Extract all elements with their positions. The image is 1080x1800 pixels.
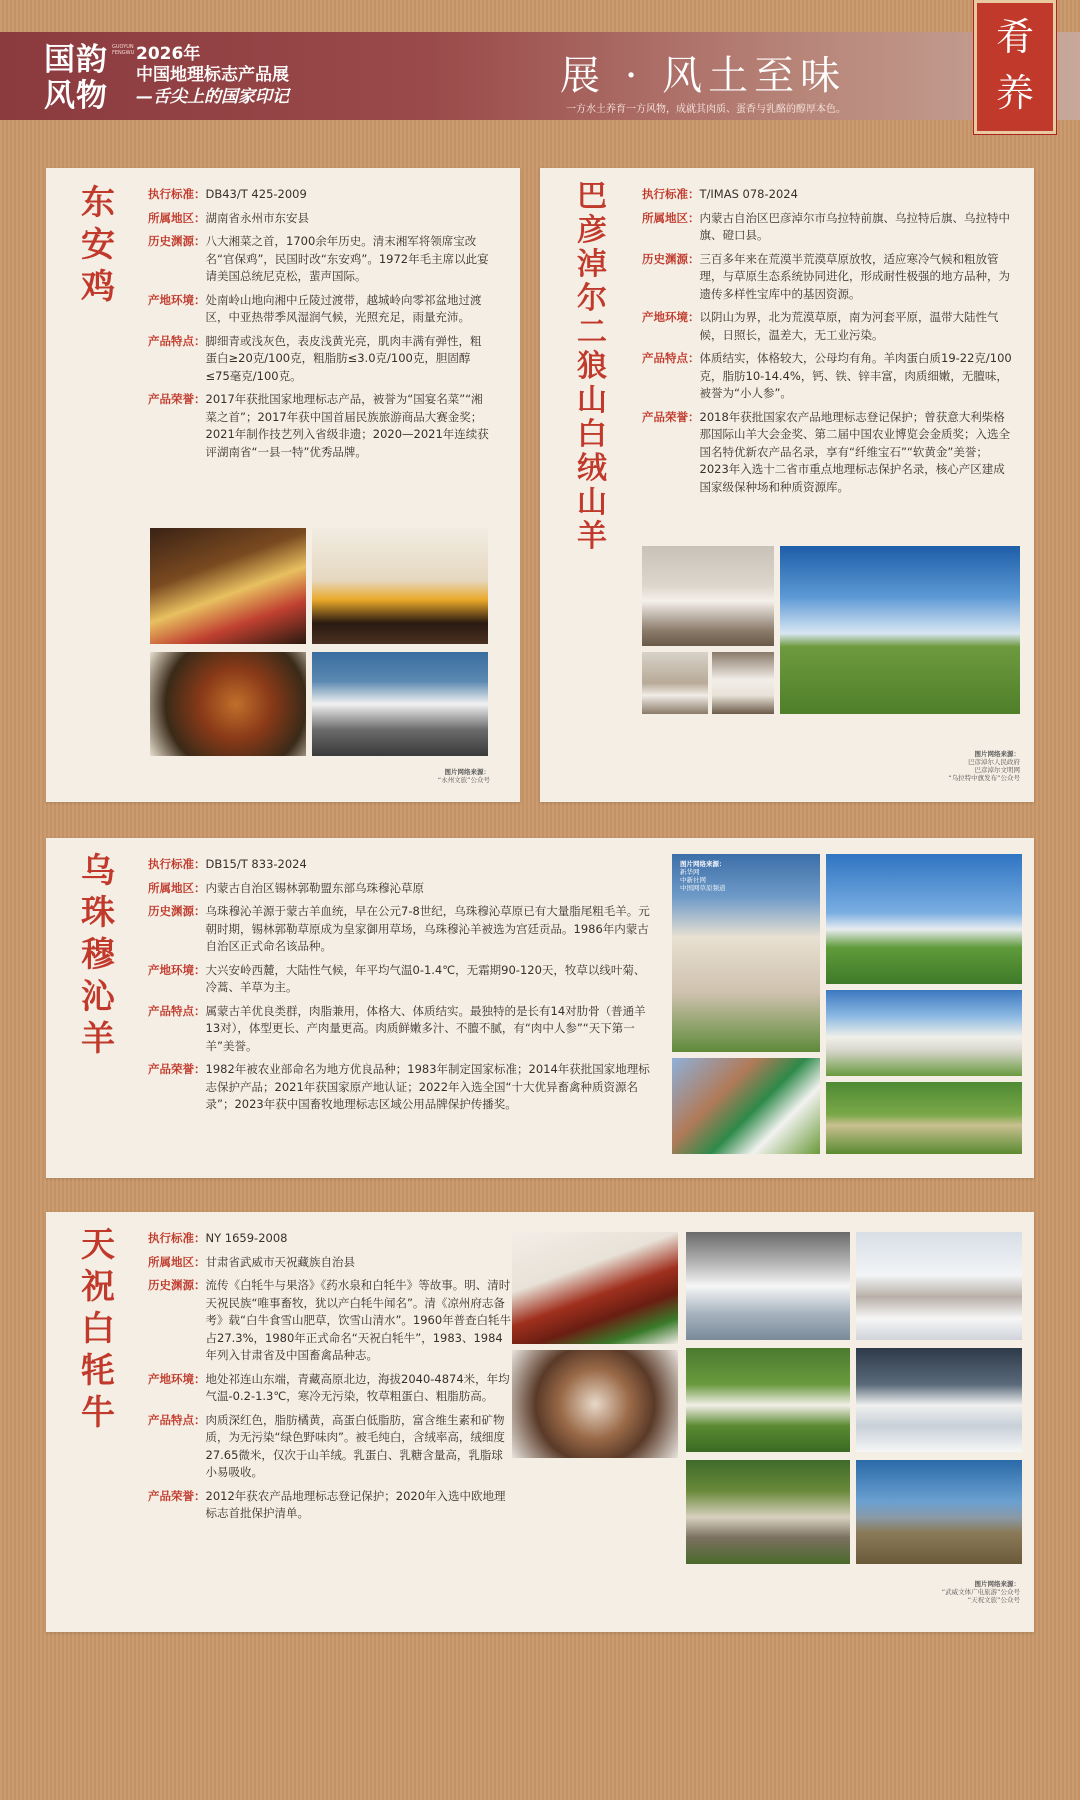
field-standard: [148, 856, 652, 874]
photo-grassland-aerial: [826, 1082, 1022, 1154]
field-label: 执行标准：: [148, 187, 206, 201]
field-standard: [642, 186, 1014, 204]
photo-chicken-dish-3: [150, 652, 306, 756]
field-history: [148, 1277, 512, 1365]
photo-chicken-dish-2: [312, 528, 488, 644]
field-label: 产品特点：: [148, 1412, 206, 1427]
field-value: 2017年获批国家地理标志产品，被誉为“国宴名菜”“湘菜之首”；2017年获中国首届民族旅游商品大赛金奖；2021年制作技艺列入省级非遗；2020—2021年连续获评湖南省“一县一特”优秀品牌。: [205, 392, 489, 459]
product-title: [76, 850, 120, 1060]
field-label: 所属地区：: [148, 1254, 206, 1269]
field-label: 历史渊源：: [148, 904, 206, 918]
field-history: [642, 251, 1014, 304]
field-value: 乌珠穆沁羊源于蒙古羊血统，早在公元7-8世纪，乌珠穆沁草原已有大量脂尾粗毛羊。元朝时期，锡林郭勒草原成为皇家御用草场，乌珠穆沁羊被选为宫廷贡品。1986年内蒙古自治区正式命名该品种。: [205, 904, 650, 953]
photo-herder-with-lamb: [672, 1058, 820, 1154]
field-label: 执行标准：: [148, 857, 206, 871]
field-value: 1982年被农业部命名为地方优良品种；1983年制定国家标准；2014年获批国家地理标志保护产品；2021年获国家原产地认证；2022年入选全国“十大优异畜禽种质资源名录”；2023年获中国畜牧地理标志区域公用品牌保护传播奖。: [205, 1062, 650, 1111]
title-char: 羊: [81, 1019, 115, 1059]
product-info: [148, 1230, 512, 1529]
field-label: 产品特点：: [148, 333, 206, 348]
field-value: 处南岭山地向湘中丘陵过渡带，越城岭向零祁盆地过渡区，中亚热带季风湿润气候，光照充足，雨量充沛。: [205, 292, 482, 324]
photo-yak-snow-2: [856, 1232, 1022, 1340]
brand-line-2: 风物: [44, 78, 108, 114]
credit-line: 巴彦淖尔人民政府: [968, 758, 1020, 766]
field-standard: [148, 186, 490, 204]
title-char: 天: [81, 1225, 115, 1265]
field-value: 体质结实，体格较大，公母均有角。羊肉蛋白质19-22克/100克，脂肪10-14.4%，钙、铁、锌丰富，肉质细嫩，无膻味，被誉为“小人参”。: [699, 351, 1012, 400]
field-value: NY 1659-2008: [205, 1231, 288, 1245]
field-label: 执行标准：: [148, 1231, 206, 1245]
field-value: 脚细青或浅灰色，表皮浅黄光亮，肌肉丰满有弹性，粗蛋白≥20克/100克，粗脂肪≤3.0克/100克，胆固醇≤75毫克/100克。: [205, 333, 482, 383]
photo-goat-portrait: [712, 652, 774, 714]
field-value: T/IMAS 078-2024: [699, 187, 798, 201]
credit-line: 图片网络来源：: [680, 860, 726, 868]
corner-char-1: 肴: [995, 15, 1034, 59]
field-history: [148, 233, 490, 286]
product-title: [76, 1224, 120, 1434]
field-label: 历史渊源：: [148, 234, 206, 248]
field-value: 2012年获农产品地理标志登记保护；2020年入选中欧地理标志首批保护清单。: [205, 1488, 506, 1520]
credit-line: 新华网: [680, 868, 700, 876]
title-char: 祝: [81, 1267, 115, 1307]
title-char: 二: [577, 315, 607, 350]
image-credit: [860, 1580, 1020, 1604]
field-label: 产品荣誉：: [642, 409, 700, 424]
title-char: 东: [81, 183, 115, 223]
photo-yak-winter: [856, 1348, 1022, 1452]
product-card-erlangshan-goat: [540, 168, 1034, 802]
field-environment: [148, 292, 490, 327]
credit-line: 图片网络来源：: [444, 768, 490, 776]
product-info: [642, 186, 1014, 502]
image-credit: [370, 768, 490, 784]
title-char: 狼: [577, 349, 607, 384]
field-label: 执行标准：: [642, 187, 700, 201]
photo-grassland-farm: [780, 546, 1020, 714]
title-char: 穆: [81, 935, 115, 975]
brand-subtext: GUOYUN FENGWU: [112, 44, 135, 56]
field-environment: [148, 962, 652, 997]
image-credit: [880, 750, 1020, 782]
hall-title: 展 · 风土至味: [560, 53, 847, 99]
field-label: 历史渊源：: [148, 1278, 206, 1292]
photo-white-goat: [642, 546, 774, 646]
field-label: 产地环境：: [148, 962, 206, 977]
field-value: 属蒙古羊优良类群，肉脂兼用，体格大、体质结实。最独特的是长有14对肋骨（普通羊13对），体型更长、产肉量更高。肉质鲜嫩多汁、不膻不腻，有“肉中人参”“天下第一羊”美誉。: [205, 1003, 646, 1053]
field-region: [148, 210, 490, 228]
photo-yak-meat-skewer: [512, 1232, 678, 1344]
field-label: 产品荣誉：: [148, 1062, 206, 1076]
field-value: 以阴山为界，北为荒漠草原，南为河套平原，温带大陆性气候，日照长，温差大，无工业污染。: [699, 310, 999, 342]
field-value: 流传《白牦牛与果洛》《药水泉和白牦牛》等故事。明、清时天祝民族“唯事畜牧，犹以产白牦牛闻名”。清《凉州府志备考》载“白牛食雪山肥草，饮雪山清水”。1960年普查白牦牛占27.3%，1980年正式命名“天祝白牦牛”，1983、1984年列入甘肃省及中国畜禽品种志。: [205, 1278, 512, 1362]
title-char: 白: [81, 1309, 115, 1349]
field-value: 湖南省永州市东安县: [205, 210, 309, 225]
title-char: 彦: [577, 213, 607, 248]
credit-line: “天祝文旅”公众号: [967, 1596, 1020, 1604]
product-card-ujumqin-sheep: [46, 838, 1034, 1178]
field-region: [642, 210, 1014, 245]
product-info: [148, 856, 652, 1120]
field-features: [148, 1412, 512, 1482]
product-card-tianzhu-yak: [46, 1212, 1034, 1632]
field-standard: [148, 1230, 512, 1248]
field-value: 肉质深红色，脂肪橘黄，高蛋白低脂肪，富含维生素和矿物质，为无污染“绿色野味肉”。被毛纯白，含绒率高，绒细度27.65微米，仅次于山羊绒。乳蛋白、乳糖含量高，乳脂球小易吸收。: [205, 1412, 505, 1479]
photo-chicken-dish-1: [150, 528, 306, 644]
title-char: 牛: [81, 1393, 115, 1433]
corner-char-2: 养: [995, 71, 1034, 115]
field-value: 大兴安岭西麓，大陆性气候，年平均气温0-1.4℃，无霜期90-120天，牧草以线叶菊、冷蒿、羊草为主。: [205, 962, 646, 994]
photo-yak-meat-platter: [512, 1350, 678, 1458]
title-char: 牦: [81, 1351, 115, 1391]
field-label: 产品特点：: [148, 1003, 206, 1018]
field-honors: [148, 1061, 652, 1114]
field-value: 内蒙古自治区锡林郭勒盟东部乌珠穆沁草原: [205, 880, 424, 895]
field-value: 内蒙古自治区巴彦淖尔市乌拉特前旗、乌拉特后旗、乌拉特中旗、磴口县。: [699, 210, 1010, 242]
photo-yak-plateau: [856, 1460, 1022, 1564]
credit-line: 图片网络来源：: [974, 1580, 1020, 1588]
field-honors: [148, 1488, 512, 1523]
image-credit: [680, 860, 760, 892]
title-char: 尔: [577, 281, 607, 316]
field-label: 历史渊源：: [642, 251, 700, 266]
field-environment: [148, 1371, 512, 1406]
photo-sheep-sky: [826, 854, 1022, 984]
credit-line: 图片网络来源：: [974, 750, 1020, 758]
title-char: 巴: [577, 179, 607, 214]
field-features: [148, 333, 490, 386]
field-label: 产地环境：: [642, 310, 700, 324]
field-honors: [148, 391, 490, 461]
expo-name: 中国地理标志产品展: [136, 65, 289, 85]
photo-sheep-flock: [826, 990, 1022, 1076]
field-region: [148, 880, 652, 898]
field-value: DB43/T 425-2009: [205, 187, 307, 201]
page-header: [0, 32, 1080, 120]
product-card-dongan-chicken: [46, 168, 520, 802]
field-value: 甘肃省武威市天祝藏族自治县: [205, 1254, 355, 1269]
credit-line: 中国网草原频道: [680, 884, 726, 892]
credit-line: “乌拉特中旗发布”公众号: [948, 774, 1020, 782]
field-history: [148, 903, 652, 956]
expo-tagline: —舌尖上的国家印记: [136, 87, 289, 107]
credit-line: “武威文体广电旅游”公众号: [941, 1588, 1020, 1596]
photo-goat-herd: [642, 652, 708, 714]
credit-line: “永州文旅”公众号: [437, 776, 490, 784]
corner-badge: [974, 0, 1056, 134]
product-info: [148, 186, 490, 467]
field-label: 产品特点：: [642, 351, 700, 365]
product-title: [570, 180, 614, 554]
field-features: [148, 1003, 652, 1056]
title-char: 鸡: [81, 267, 115, 307]
field-region: [148, 1254, 512, 1272]
field-label: 产品荣誉：: [148, 392, 206, 406]
field-value: DB15/T 833-2024: [205, 857, 307, 871]
field-value: 地处祁连山东端，青藏高原北边，海拔2040-4874米，年均气温-0.2-1.3℃，寒冷无污染，牧草粗蛋白、粗脂肪高。: [205, 1371, 510, 1403]
title-char: 安: [81, 225, 115, 265]
photo-yak-snow-1: [686, 1232, 850, 1340]
title-char: 珠: [81, 893, 115, 933]
field-label: 产地环境：: [148, 292, 206, 307]
title-char: 沁: [81, 977, 115, 1017]
photo-yak-grass: [686, 1348, 850, 1452]
title-char: 绒: [577, 451, 607, 486]
field-honors: [642, 409, 1014, 497]
field-features: [642, 350, 1014, 403]
title-char: 白: [577, 417, 607, 452]
field-value: 八大湘菜之首，1700余年历史。清末湘军将领席宝改名“官保鸡”，民国时改“东安鸡”。1972年毛主席以此宴请美国总统尼克松，蜚声国际。: [205, 234, 489, 283]
field-environment: [642, 309, 1014, 344]
credit-line: 巴彦淖尔文明网: [974, 766, 1020, 774]
hall-subtitle: 一方水土养育一方风物，成就其肉质、蛋香与乳酪的醇厚本色。: [566, 104, 846, 115]
product-title: [76, 182, 120, 308]
field-label: 所属地区：: [148, 210, 206, 225]
brand-line-1: 国韵: [44, 42, 108, 78]
expo-year: 2026年: [136, 44, 201, 64]
photo-yak-herd: [686, 1460, 850, 1564]
title-char: 羊: [577, 519, 607, 554]
title-char: 乌: [81, 851, 115, 891]
credit-line: 中新社网: [680, 876, 706, 884]
title-char: 山: [577, 383, 607, 418]
field-label: 所属地区：: [148, 880, 206, 895]
field-value: 2018年获批国家农产品地理标志登记保护；曾获意大利柴格那国际山羊大会金奖、第二届中国农业博览会金质奖；入选全国名特优新农产品名录，享有“纤维宝石”“软黄金”美誉；2023年入选十二省市重点地理标志保护名录，核心产区建成国家级保种场和种质资源库。: [699, 409, 1010, 494]
title-char: 淖: [577, 247, 607, 282]
title-char: 山: [577, 485, 607, 520]
photo-chefs-event: [312, 652, 488, 756]
field-value: 三百多年来在荒漠半荒漠草原放牧，适应寒冷气候和粗放管理，与草原生态系统协同进化，形成耐性极强的地方品种，为遗传多样性宝库中的基因资源。: [699, 251, 1010, 301]
field-label: 产品荣誉：: [148, 1488, 206, 1503]
field-label: 所属地区：: [642, 210, 700, 225]
field-label: 产地环境：: [148, 1371, 206, 1386]
expo-title-block: [136, 44, 289, 108]
